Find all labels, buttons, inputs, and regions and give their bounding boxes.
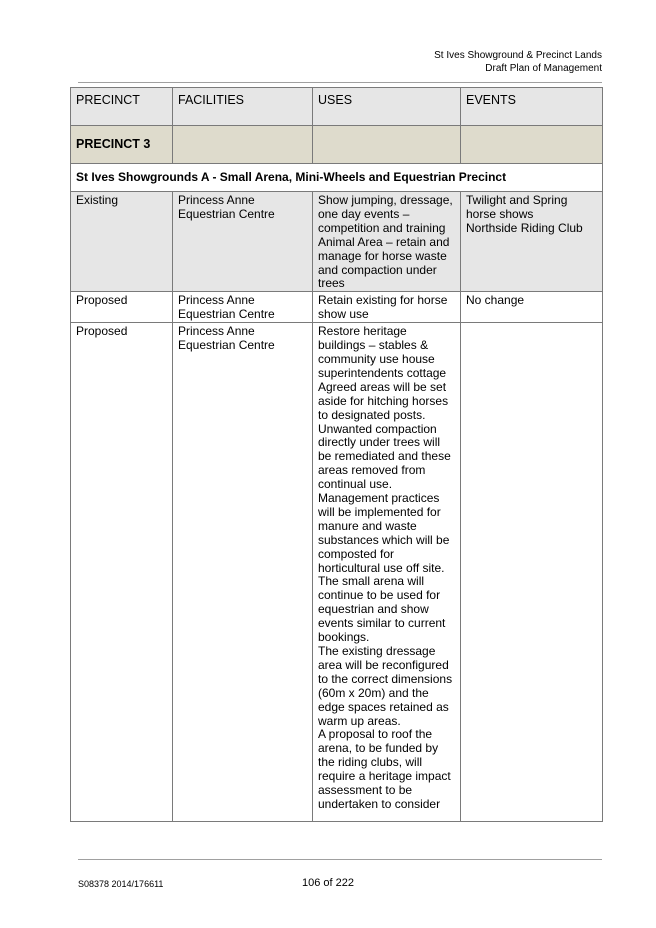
row-events: [461, 323, 603, 822]
table-row: [71, 292, 603, 323]
events-line: No change: [466, 293, 525, 308]
uses-line: Animal Area – retain and manage for horse waste and compaction under trees: [318, 234, 450, 291]
uses-line: Unwanted compaction directly under trees will be remediated and these areas removed from continual use.: [318, 421, 451, 492]
column-header-facilities: FACILITIES: [173, 88, 313, 126]
row-events: [461, 192, 603, 292]
uses-line: The small arena will continue to be used for equestrian and show events similar to current bookings.: [318, 574, 446, 645]
table-row: [71, 192, 603, 292]
row-uses: [313, 292, 461, 323]
uses-line: A proposal to roof the arena, to be funded by the riding clubs, will require a heritage impact assessment to be undertaken to consider: [318, 727, 451, 811]
uses-line: Agreed areas will be set aside for hitching horses to designated posts.: [318, 379, 449, 422]
row-facilities: Princess Anne Equestrian Centre: [173, 192, 313, 292]
column-header-events: EVENTS: [461, 88, 603, 126]
precinct-label: PRECINCT 3: [71, 126, 173, 164]
row-precinct: Proposed: [71, 292, 173, 323]
table-header-row: [71, 88, 603, 126]
page-header: [434, 49, 602, 75]
row-uses: [313, 323, 461, 822]
footer-divider: [78, 859, 602, 860]
section-title-row: [71, 164, 603, 192]
events-line: Twilight and Spring horse shows: [466, 193, 568, 221]
row-facilities: Princess Anne Equestrian Centre: [173, 323, 313, 822]
row-precinct: Proposed: [71, 323, 173, 822]
events-line: Northside Riding Club: [466, 220, 583, 235]
row-facilities: Princess Anne Equestrian Centre: [173, 292, 313, 323]
table-row: [71, 323, 603, 822]
precinct-empty-cell: [173, 126, 313, 164]
header-divider: [78, 82, 602, 83]
precinct-empty-cell: [313, 126, 461, 164]
page-number: 106 of 222: [302, 877, 354, 889]
uses-line: Management practices will be implemented for manure and waste substances which will be composted for horticultural use off site.: [318, 491, 450, 575]
precinct-row: [71, 126, 603, 164]
precinct-empty-cell: [461, 126, 603, 164]
uses-line: The existing dressage area will be reconfigured to the correct dimensions (60m x 20m) and the edge spaces retained as warm up areas.: [318, 644, 453, 728]
header-title: St Ives Showground & Precinct Lands: [434, 50, 602, 61]
header-subtitle: Draft Plan of Management: [485, 63, 602, 74]
row-uses: [313, 192, 461, 292]
row-precinct: Existing: [71, 192, 173, 292]
precinct-table: [70, 87, 603, 822]
uses-line: Retain existing for horse show use: [318, 293, 448, 322]
row-events: [461, 292, 603, 323]
section-title: St Ives Showgrounds A - Small Arena, Mini-Wheels and Equestrian Precinct: [71, 164, 603, 192]
column-header-precinct: PRECINCT: [71, 88, 173, 126]
document-reference: S08378 2014/176611: [78, 879, 164, 889]
uses-line: Show jumping, dressage, one day events – competition and training: [318, 193, 453, 235]
column-header-uses: USES: [313, 88, 461, 126]
uses-line: Restore heritage buildings – stables & community use house superintendents cottage: [318, 324, 447, 380]
